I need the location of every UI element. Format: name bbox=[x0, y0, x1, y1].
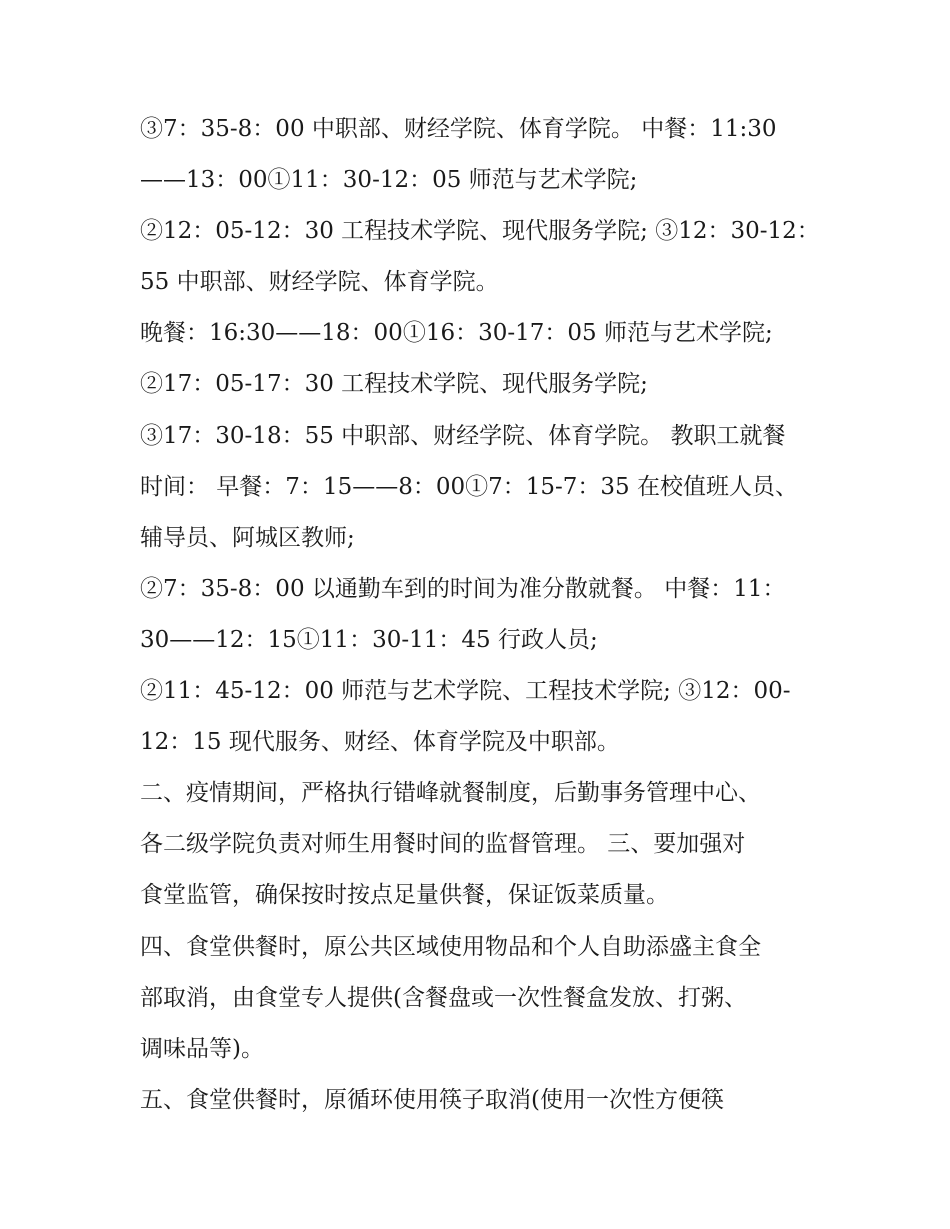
text-line: ②11：45-12：00 师范与艺术学院、工程技术学院; ③12：00- bbox=[140, 678, 791, 705]
document-body bbox=[140, 104, 830, 1126]
text-line: 55 中职部、财经学院、体育学院。 bbox=[140, 269, 499, 296]
text-line: 各二级学院负责对师生用餐时间的监督管理。 三、要加强对 bbox=[140, 831, 746, 858]
text-line: 部取消，由食堂专人提供(含餐盘或一次性餐盒发放、打粥、 bbox=[140, 984, 747, 1011]
text-line: 晚餐：16:30——18：00①16：30-17：05 师范与艺术学院; bbox=[140, 320, 773, 347]
text-line: ③17：30-18：55 中职部、财经学院、体育学院。 教职工就餐 bbox=[140, 422, 786, 449]
text-line: 五、食堂供餐时，原循环使用筷子取消(使用一次性方便筷 bbox=[140, 1086, 724, 1113]
text-line: 调味品等)。 bbox=[140, 1035, 264, 1062]
text-line: 时间： 早餐：7：15——8：00①7：15-7：35 在校值班人员、 bbox=[140, 473, 798, 500]
text-line: 二、疫情期间，严格执行错峰就餐制度，后勤事务管理中心、 bbox=[140, 780, 761, 807]
text-line: ②17：05-17：30 工程技术学院、现代服务学院; bbox=[140, 371, 648, 398]
text-line: 四、食堂供餐时，原公共区域使用物品和个人自助添盛主食全 bbox=[140, 933, 761, 960]
text-line: ③7：35-8：00 中职部、财经学院、体育学院。 中餐：11:30 bbox=[140, 116, 777, 142]
text-line: 12：15 现代服务、财经、体育学院及中职部。 bbox=[140, 729, 620, 756]
text-line: ②12：05-12：30 工程技术学院、现代服务学院; ③12：30-12： bbox=[140, 218, 820, 245]
text-line: 辅导员、阿城区教师; bbox=[140, 524, 355, 551]
text-line: ——13：00①11：30-12：05 师范与艺术学院; bbox=[140, 167, 638, 194]
text-line: ②7：35-8：00 以通勤车到的时间为准分散就餐。 中餐：11： bbox=[140, 575, 786, 602]
text-line: 30——12：15①11：30-11：45 行政人员; bbox=[140, 626, 598, 653]
text-line: 食堂监管，确保按时按点足量供餐，保证饭菜质量。 bbox=[140, 882, 669, 909]
